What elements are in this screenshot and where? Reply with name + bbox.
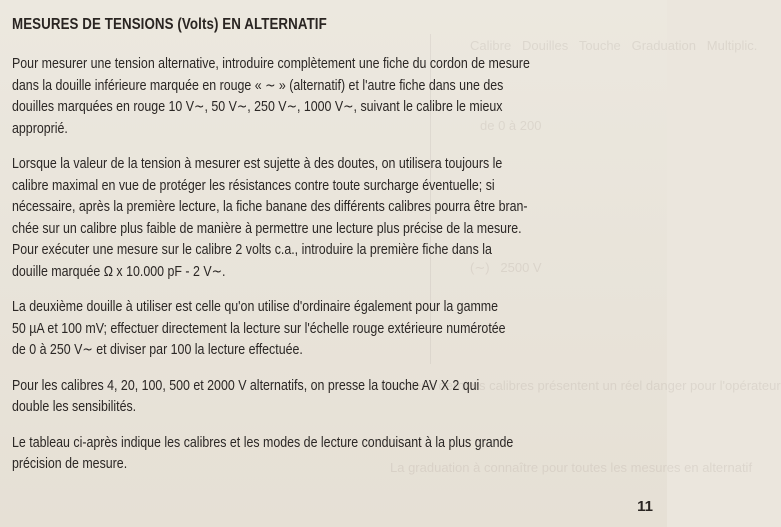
paragraph-table-reference: [12, 433, 651, 476]
text-line: Pour mesurer une tension alternative, introduire complètement une fiche du cordon de mesure: [12, 56, 530, 72]
text-line: 50 µA et 100 mV; effectuer directement la lecture sur l'échelle rouge extérieure numérotée: [12, 320, 506, 337]
page-title: MESURES DE TENSIONS (Volts) EN ALTERNATIF: [12, 16, 327, 33]
text-line: nécessaire, après la première lecture, la fiche banane des différents calibres pourra être bran-: [12, 199, 528, 215]
paragraph-range-selection: [12, 154, 651, 283]
body-text: [12, 54, 651, 490]
text-line: calibre maximal en vue de protéger les résistances contre toute surcharge éventuelle; si: [12, 177, 495, 194]
text-line: Le tableau ci-après indique les calibres et les modes de lecture conduisant à la plus grande: [12, 434, 514, 451]
paragraph-avx2-key: [12, 376, 651, 419]
paragraph-ac-measurement-intro: [12, 54, 651, 140]
text-line: douilles marquées en rouge 10 V∼, 50 V∼, 250 V∼, 1000 V∼, suivant le calibre le mieux: [12, 99, 503, 115]
text-line: de 0 à 250 V∼ et diviser par 100 la lecture effectuée.: [12, 342, 303, 358]
text-line: Pour les calibres 4, 20, 100, 500 et 2000 V alternatifs, on presse la touche AV X 2 qui: [12, 377, 480, 394]
bleed-through-text: La graduation à connaître pour toutes les mesures en alternatif: [390, 460, 753, 475]
text-line: Lorsque la valeur de la tension à mesurer est sujette à des doutes, on utilisera toujours le: [12, 156, 503, 172]
text-line: douille marquée Ω x 10.000 pF - 2 V∼.: [12, 263, 226, 280]
text-line: approprié.: [12, 120, 68, 137]
text-line: Pour exécuter une mesure sur le calibre 2 volts c.a., introduire la première fiche dans la: [12, 242, 492, 258]
text-line: double les sensibilités.: [12, 399, 137, 415]
page-number: 11: [637, 498, 653, 515]
paragraph-second-socket: [12, 297, 651, 362]
bleed-through-text: de 0 à 200: [480, 118, 542, 133]
text-line: chée sur un calibre plus faible de manière à permettre une lecture plus précise de la mesure.: [12, 220, 522, 237]
bleed-through-text: (∼) 2500 V: [470, 260, 542, 275]
bleed-through-text: Ces deux derniers calibres présentent un réel danger pour l'opérateur: [380, 378, 781, 393]
text-line: dans la douille inférieure marquée en rouge « ∼ » (alternatif) et l'autre fiche dans une des: [12, 77, 504, 94]
text-line: précision de mesure.: [12, 456, 128, 472]
text-line: La deuxième douille à utiliser est celle qu'on utilise d'ordinaire également pour la gamme: [12, 299, 499, 315]
bleed-through-text: Calibre Douilles Touche Graduation Multiplic.: [470, 38, 758, 53]
